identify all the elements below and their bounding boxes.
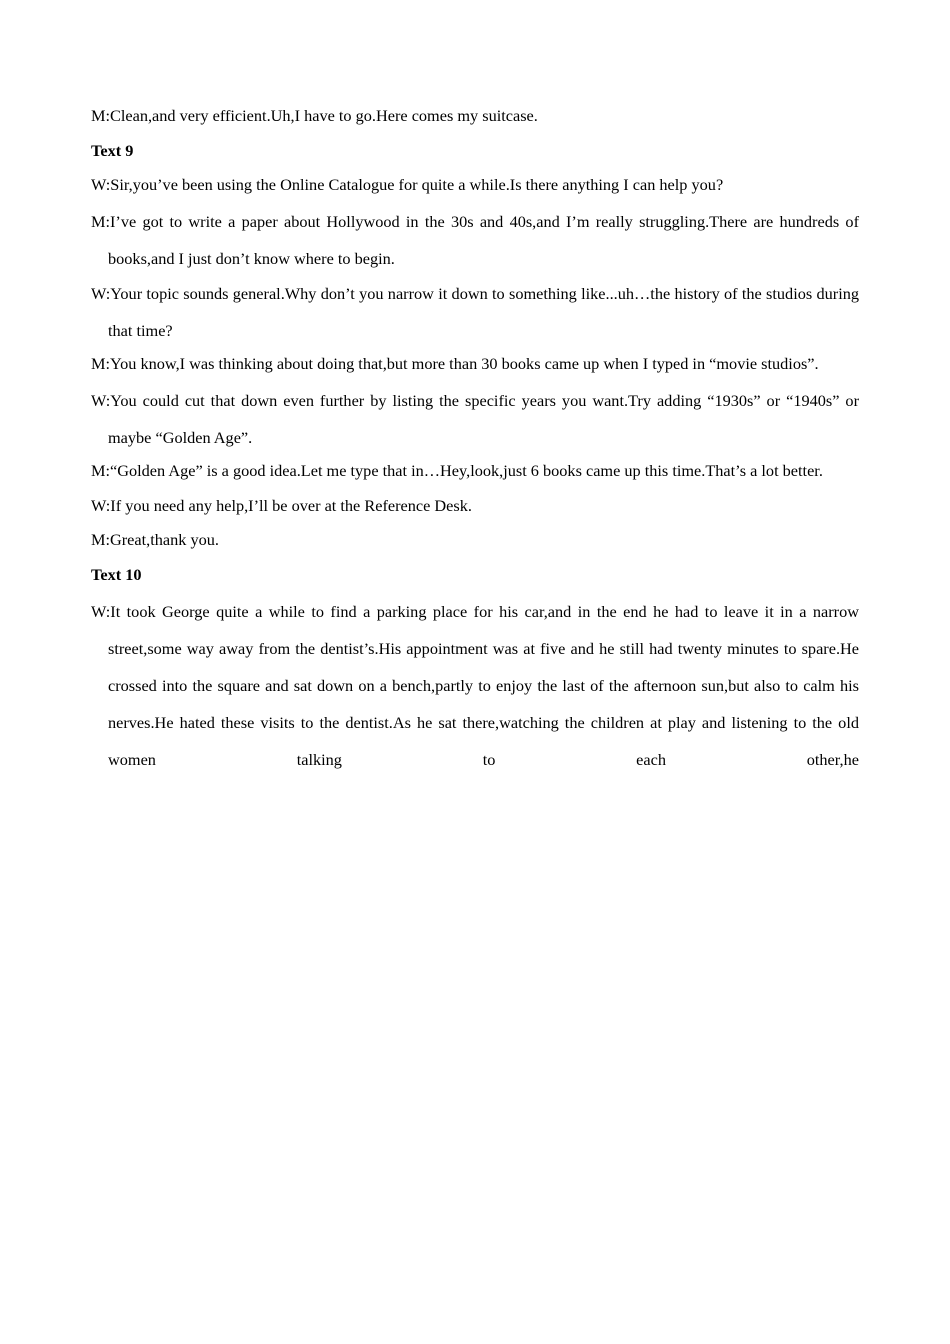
dialogue-line-m-thanks: M:Great,thank you.: [91, 530, 219, 550]
dialogue-line-w-topic: W:Your topic sounds general.Why don’t you narrow it down to something like...uh…the history of the studios during that time?: [91, 284, 859, 341]
dialogue-line-w-cut-down: W:You could cut that down even further by listing the specific years you want.Try adding “1930s” or “1940s” or maybe “Golden Age”.: [91, 390, 859, 447]
section-heading-text-9: Text 9: [91, 140, 134, 160]
dialogue-line-m-you-know: M:You know,I was thinking about doing that,but more than 30 books came up when I typed in “movie studios”.: [91, 354, 819, 374]
narration-george: W:It took George quite a while to find a parking place for his car,and in the end he had to leave it in a narrow street,some way away from the dentist’s.His appointment was at five and he still had twenty minutes to spare.He crossed into the square and sat down on a bench,partly to enjoy the last of the afternoon sun,but also to calm his nerves.He hated these visits to the dentist.As he sat there,watching the children at play and listening to the old women talking to each other,he: [91, 601, 859, 769]
document-page: [91, 99, 859, 776]
dialogue-line-m-golden-age: M:“Golden Age” is a good idea.Let me type that in…Hey,look,just 6 books came up this time.That’s a lot better.: [91, 460, 823, 480]
section-heading-text-10: Text 10: [91, 564, 142, 584]
dialogue-line-w-sir: W:Sir,you’ve been using the Online Catalogue for quite a while.Is there anything I can help you?: [91, 175, 724, 195]
dialogue-line-m-clean: M:Clean,and very efficient.Uh,I have to go.Here comes my suitcase.: [91, 106, 538, 125]
dialogue-line-m-hollywood: M:I’ve got to write a paper about Hollywood in the 30s and 40s,and I’m really struggling.There are hundreds of books,and I just don’t know where to begin.: [91, 212, 859, 269]
dialogue-line-w-help: W:If you need any help,I’ll be over at the Reference Desk.: [91, 495, 472, 515]
